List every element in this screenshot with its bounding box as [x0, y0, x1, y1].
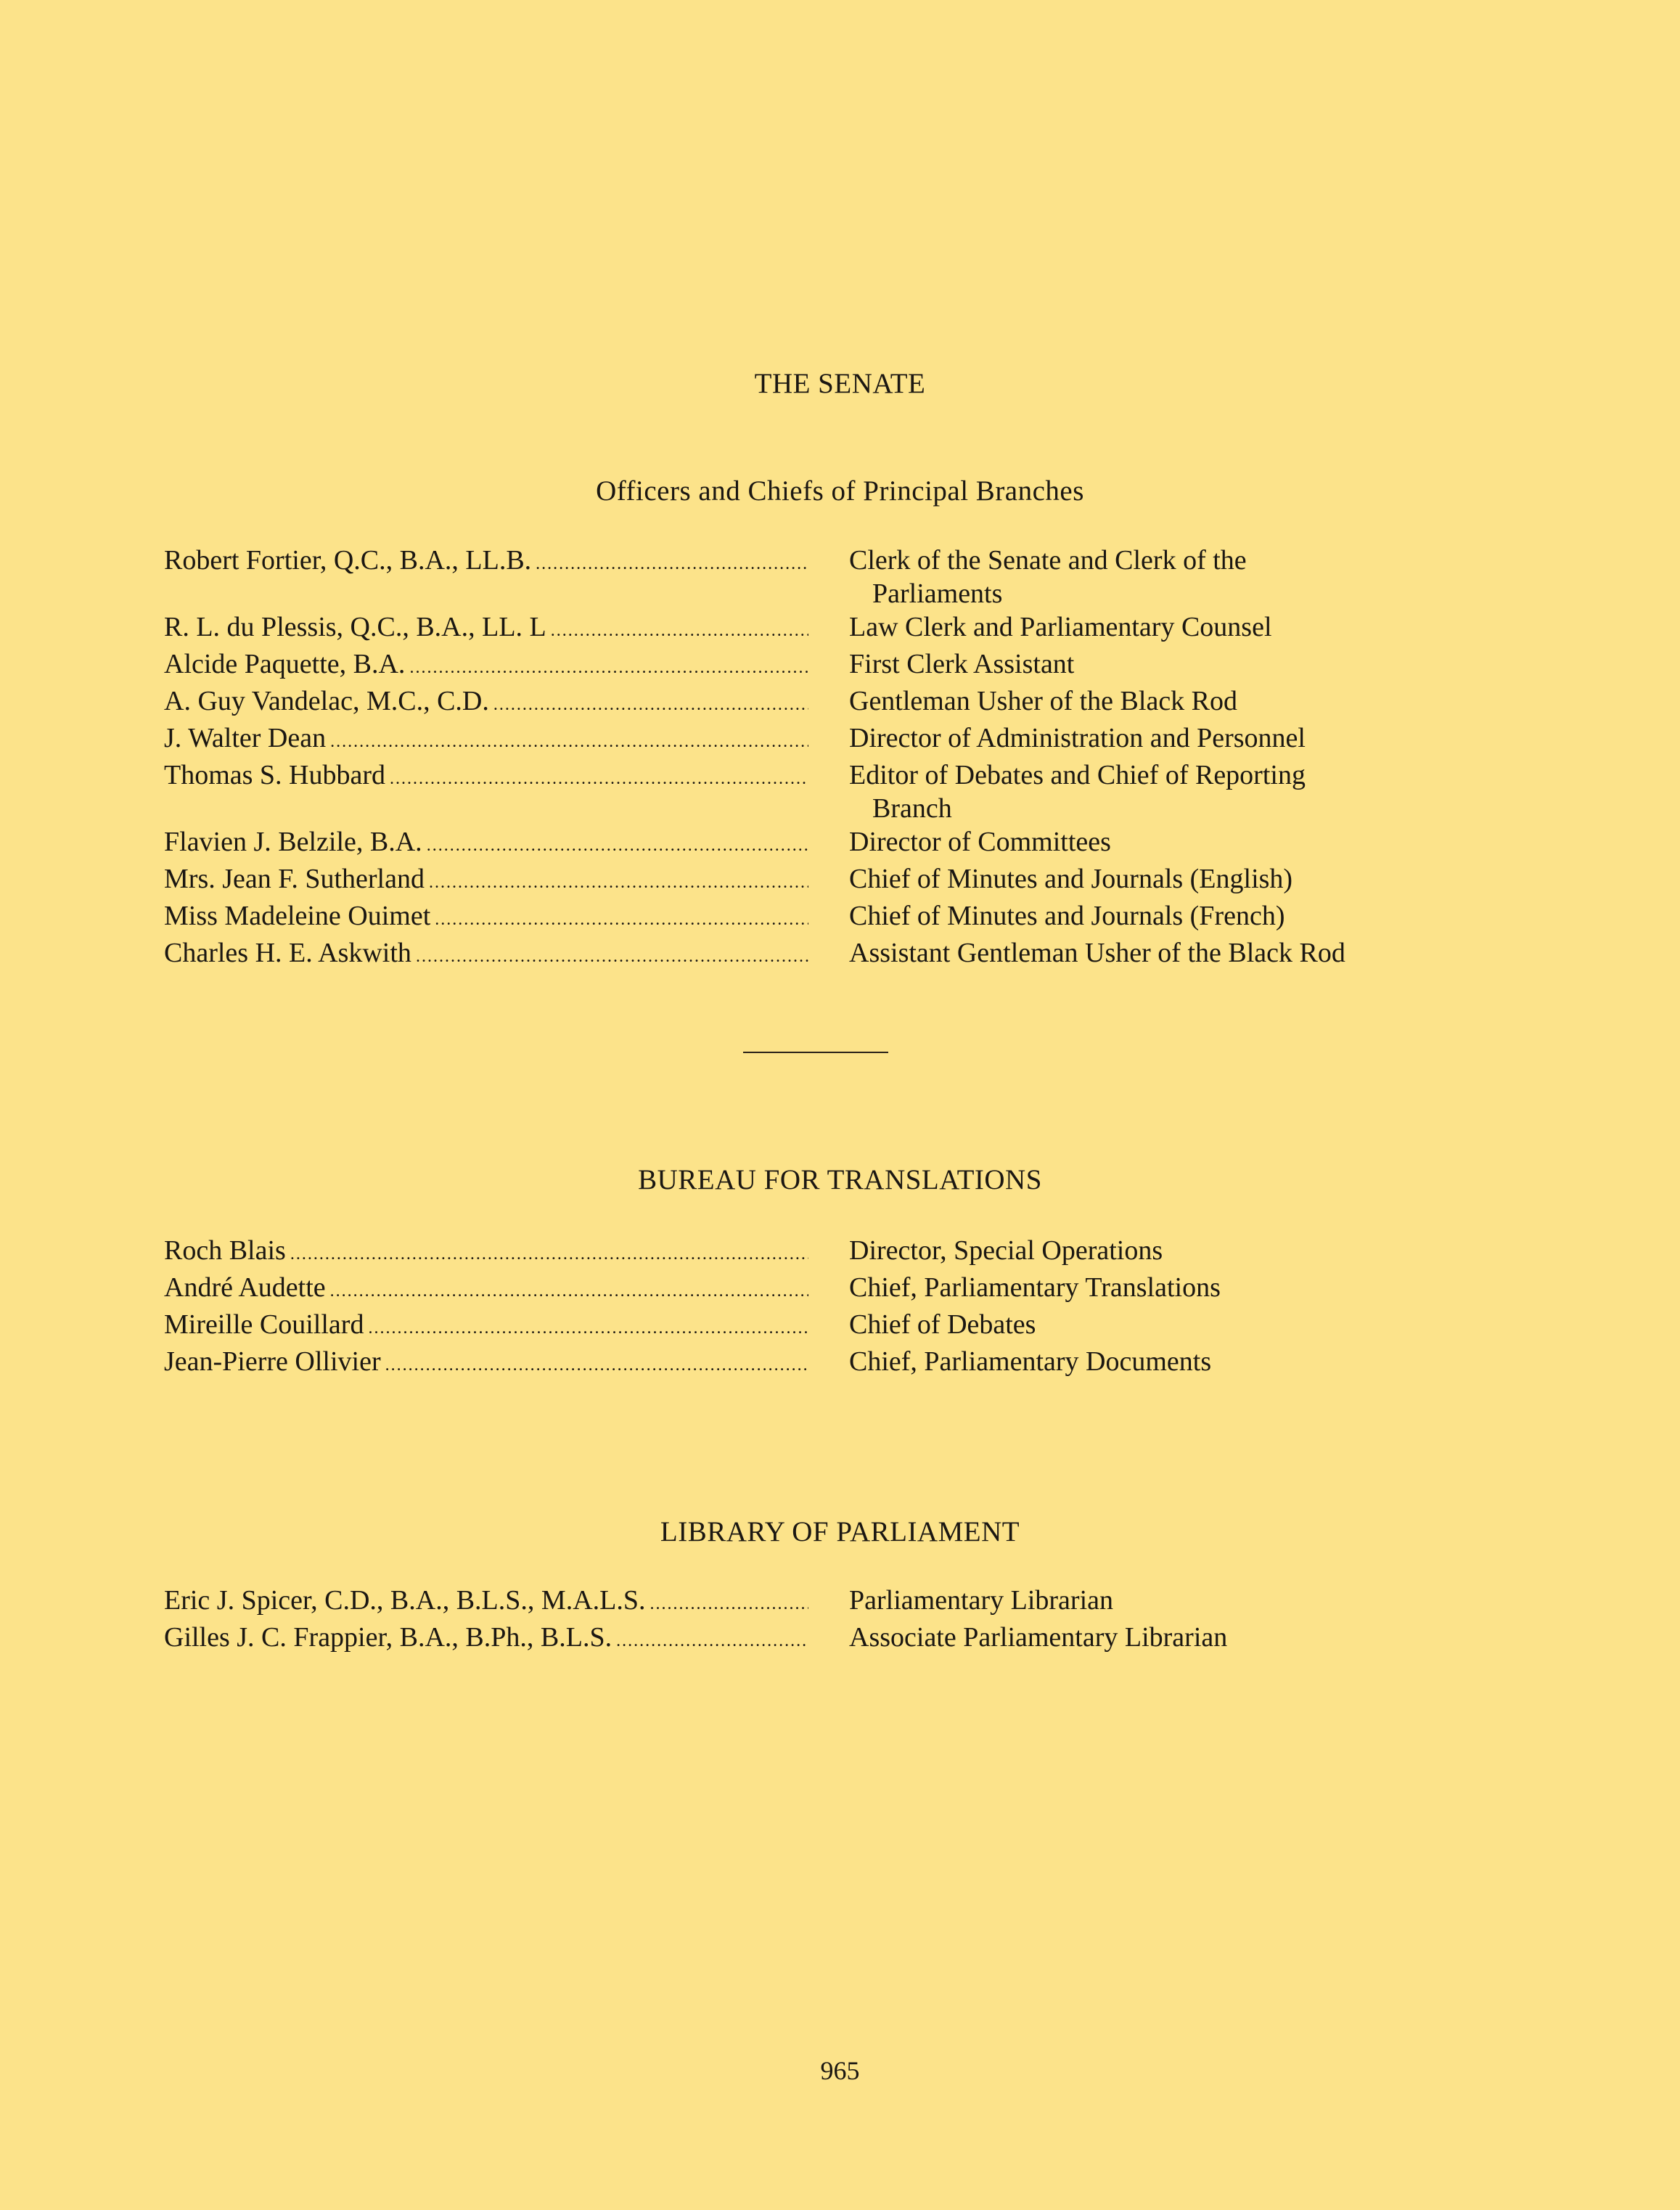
officer-name: Miss Madeleine Ouimet [164, 901, 431, 931]
section-divider [743, 1052, 888, 1053]
officer-row [164, 610, 1470, 647]
dot-leader [290, 1237, 808, 1271]
officer-title: Chief, Parliamentary Translations [849, 1272, 1221, 1303]
officer-row [164, 936, 1470, 973]
dot-leader [330, 1274, 808, 1308]
library-officer-list [164, 1584, 1470, 1658]
officer-title: Director, Special Operations [849, 1235, 1163, 1266]
officer-title: Chief, Parliamentary Documents [849, 1346, 1212, 1377]
dot-leader [616, 1624, 808, 1658]
officer-name: Flavien J. Belzile, B.A. [164, 827, 422, 857]
officer-name: André Audette [164, 1272, 326, 1303]
dot-leader [416, 940, 808, 973]
officer-row [164, 862, 1470, 899]
dot-leader [551, 614, 808, 647]
officer-title: Editor of Debates and Chief of Reporting Branch [849, 760, 1306, 824]
officer-row [164, 1345, 1470, 1382]
officer-name: Mireille Couillard [164, 1309, 364, 1340]
officer-title: Chief of Minutes and Journals (English) [849, 864, 1293, 894]
dot-leader [368, 1311, 808, 1345]
officer-name: Thomas S. Hubbard [164, 760, 386, 790]
page-number: 965 [820, 2056, 860, 2085]
officer-title: Clerk of the Senate and Clerk of the Parliaments [849, 545, 1247, 609]
dot-leader [427, 829, 808, 862]
dot-leader [429, 866, 808, 899]
officer-name: A. Guy Vandelac, M.C., C.D. [164, 686, 489, 716]
officer-name: J. Walter Dean [164, 723, 327, 753]
dot-leader [385, 1348, 808, 1382]
officer-name: Roch Blais [164, 1235, 286, 1266]
officer-title: First Clerk Assistant [849, 649, 1075, 679]
officer-row [164, 1621, 1470, 1658]
officer-title: Director of Committees [849, 827, 1111, 857]
officer-name: Mrs. Jean F. Sutherland [164, 864, 425, 894]
dot-leader [330, 725, 808, 758]
officer-row [164, 899, 1470, 936]
officer-row [164, 1271, 1470, 1308]
senate-officer-list [164, 544, 1470, 973]
officer-name: Jean-Pierre Ollivier [164, 1346, 381, 1377]
dot-leader [650, 1587, 808, 1621]
officer-title: Law Clerk and Parliamentary Counsel [849, 612, 1272, 642]
officer-name: Gilles J. C. Frappier, B.A., B.Ph., B.L.S. [164, 1622, 612, 1653]
library-heading: LIBRARY OF PARLIAMENT [660, 1516, 1020, 1547]
translations-heading: BUREAU FOR TRANSLATIONS [638, 1164, 1042, 1195]
officer-title: Gentleman Usher of the Black Rod [849, 686, 1238, 716]
officer-title: Director of Administration and Personnel [849, 723, 1306, 753]
officer-row [164, 758, 1470, 825]
officer-row [164, 544, 1470, 610]
senate-heading: THE SENATE [754, 368, 926, 399]
officer-row [164, 825, 1470, 862]
senate-subheading: Officers and Chiefs of Principal Branches [596, 475, 1084, 507]
dot-leader [493, 688, 808, 721]
officer-row [164, 1584, 1470, 1621]
officer-row [164, 1308, 1470, 1345]
dot-leader [536, 547, 808, 581]
officer-name: R. L. du Plessis, Q.C., B.A., LL. L [164, 612, 546, 642]
dot-leader [435, 903, 808, 936]
officer-row [164, 684, 1470, 721]
officer-title: Associate Parliamentary Librarian [849, 1622, 1228, 1653]
officer-title: Chief of Minutes and Journals (French) [849, 901, 1285, 931]
officer-name: Charles H. E. Askwith [164, 938, 411, 968]
officer-title: Parliamentary Librarian [849, 1585, 1114, 1616]
officer-row [164, 721, 1470, 758]
translations-officer-list [164, 1234, 1470, 1382]
dot-leader [390, 762, 808, 795]
officer-row [164, 647, 1470, 684]
officer-name: Robert Fortier, Q.C., B.A., LL.B. [164, 545, 532, 576]
officer-name: Eric J. Spicer, C.D., B.A., B.L.S., M.A.L.S. [164, 1585, 646, 1616]
officer-title: Chief of Debates [849, 1309, 1036, 1340]
dot-leader [409, 651, 808, 684]
officer-name: Alcide Paquette, B.A. [164, 649, 406, 679]
officer-row [164, 1234, 1470, 1271]
officer-title: Assistant Gentleman Usher of the Black Rod [849, 938, 1345, 968]
